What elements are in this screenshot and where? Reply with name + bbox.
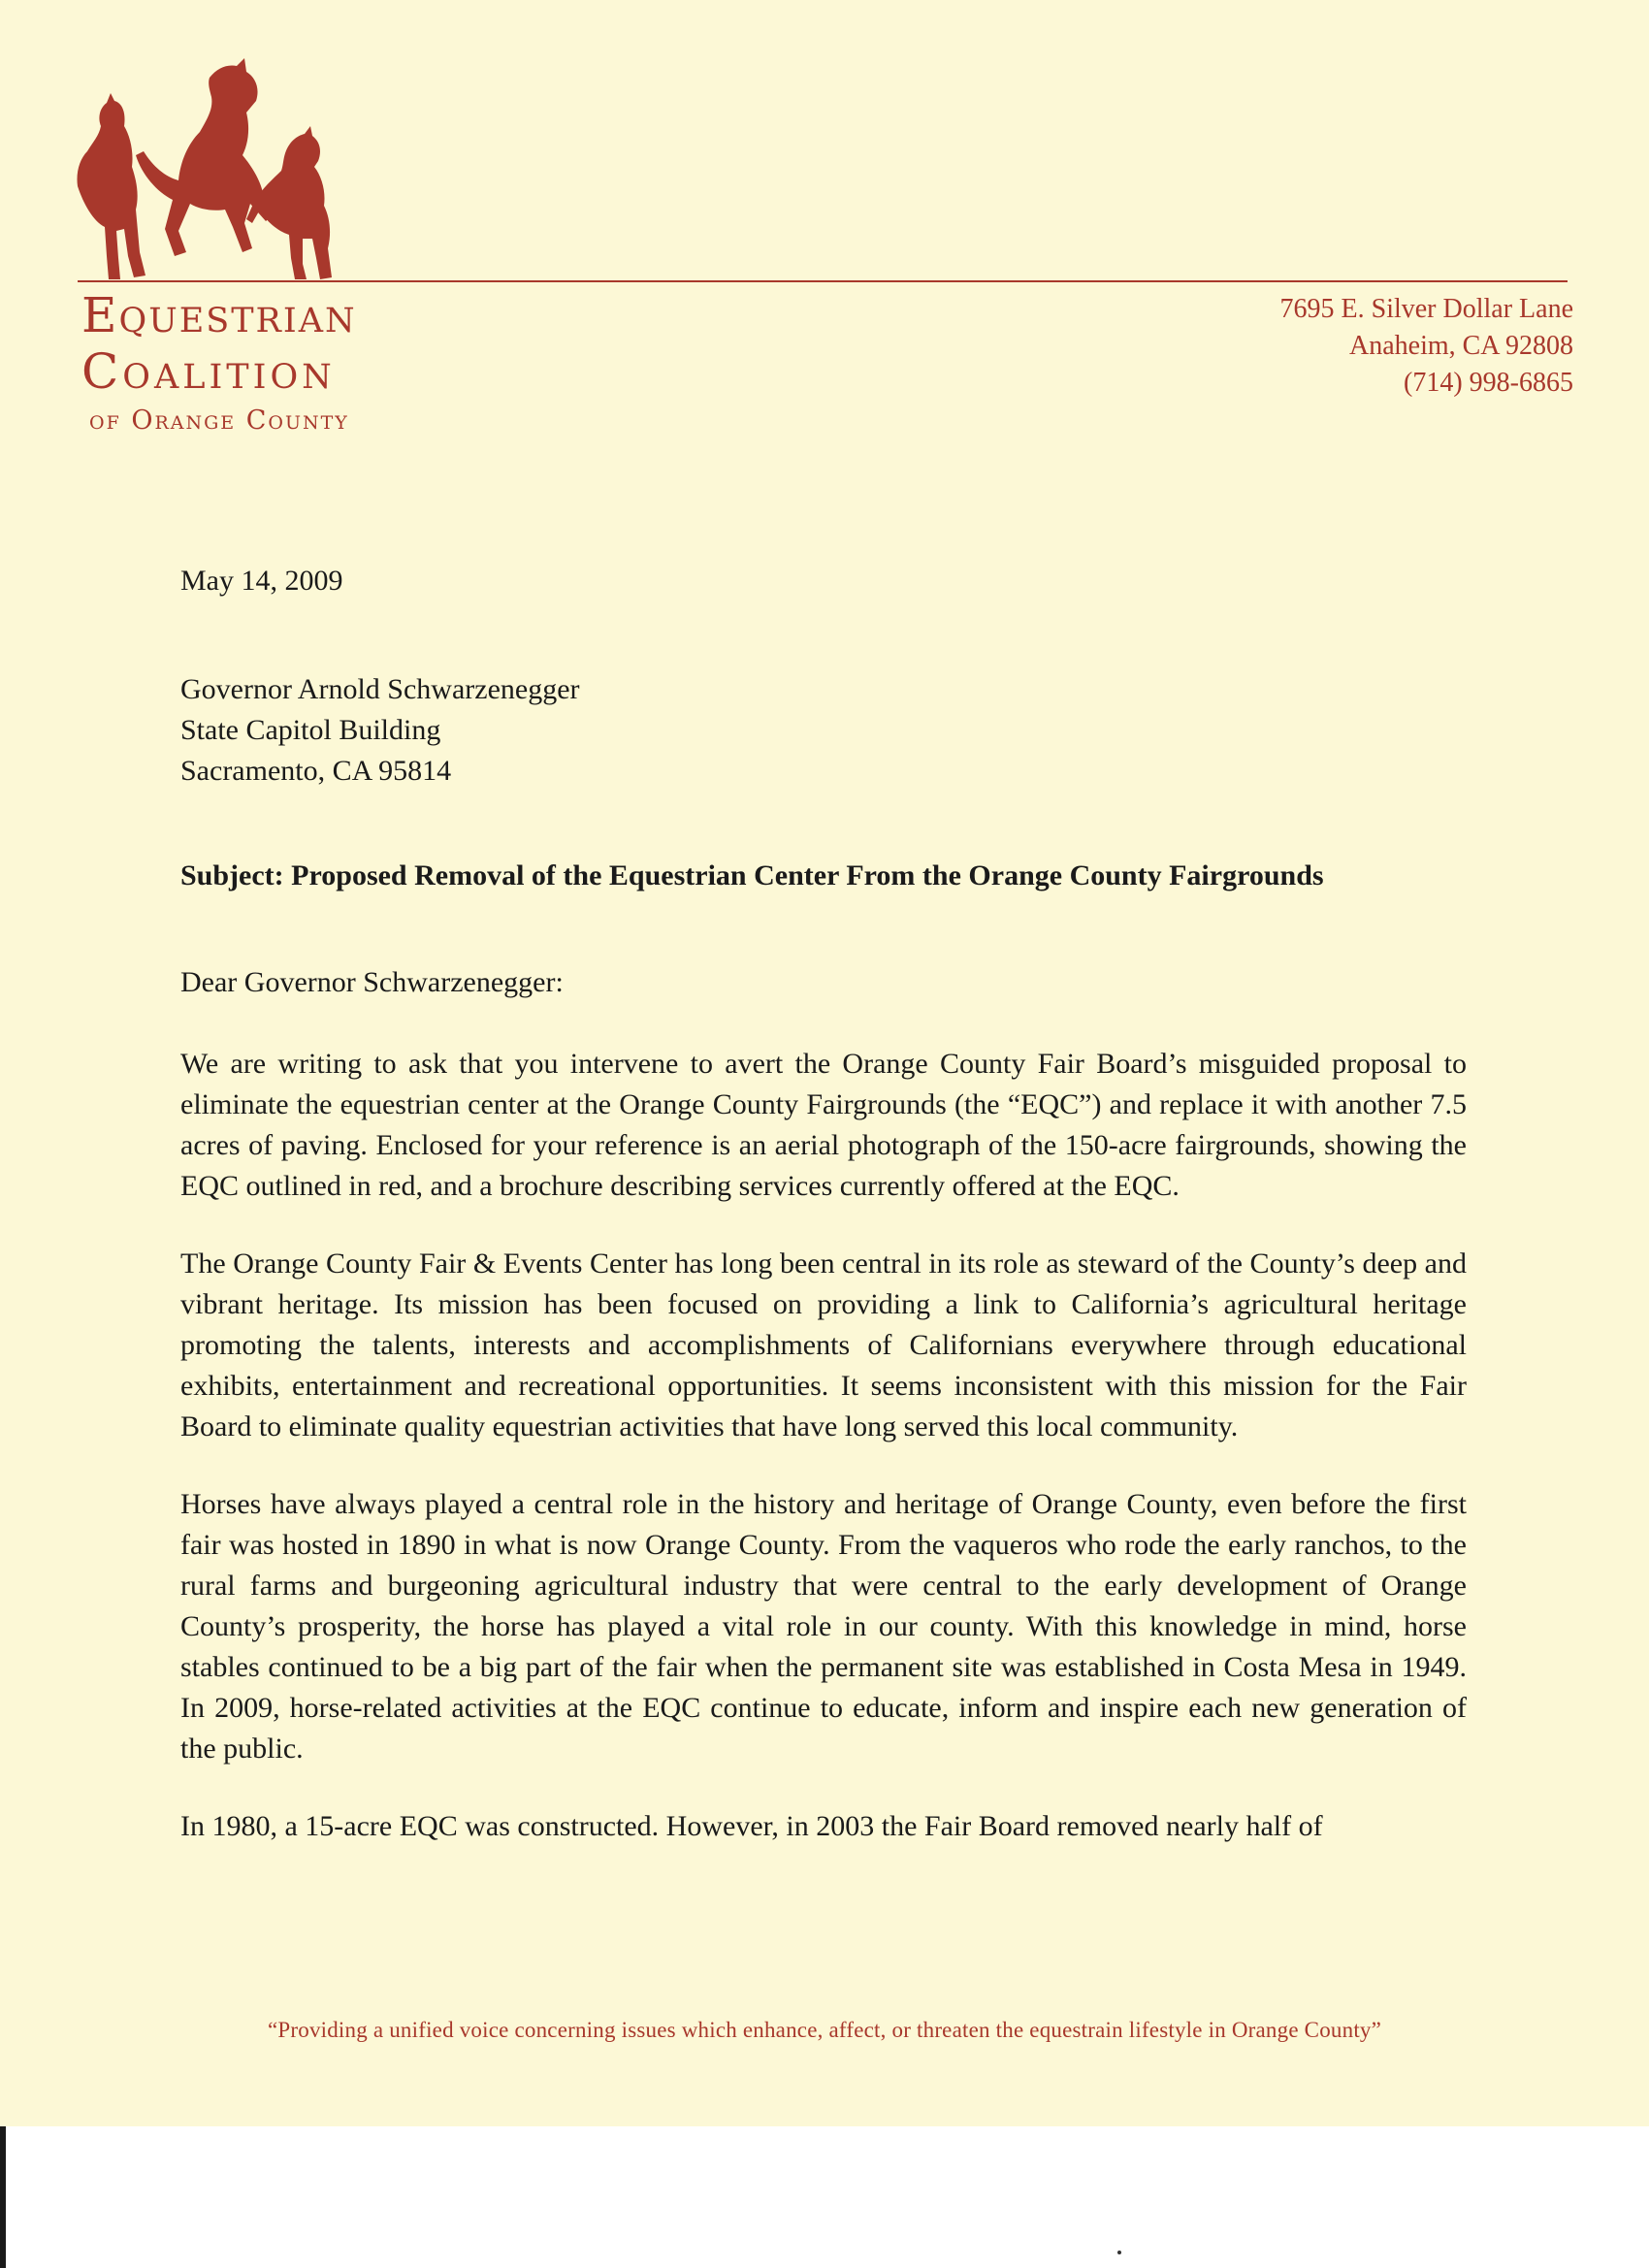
recipient-block xyxy=(180,669,1467,792)
scan-edge xyxy=(0,2126,6,2268)
letter-paragraph: In 1980, a 15-acre EQC was constructed. However, in 2003 the Fair Board removed nearly half of xyxy=(180,1810,1323,1842)
recipient-name: Governor Arnold Schwarzenegger xyxy=(180,673,580,705)
horse-right-icon xyxy=(246,126,332,279)
recipient-city: Sacramento, CA 95814 xyxy=(180,755,452,787)
horses-logo-icon xyxy=(72,58,363,291)
address-phone: (714) 998-6865 xyxy=(1404,368,1573,398)
letter-salutation: Dear Governor Schwarzenegger: xyxy=(180,966,564,998)
letter-paragraph: Horses have always played a central role in the history and heritage of Orange County, even before the first fair was hosted in 1890 in what is now Orange County. From the vaqueros who rode the early ranchos, to the rural farms and burgeoning agricultural industry that were central to the early development of Orange County’s prosperity, the horse has played a vital role in our county. With this knowledge in mind, horse stables continued to be a big part of the fair when the permanent site was established in Costa Mesa in 1949. In 2009, horse-related activities at the EQC continue to educate, inform and inspire each new generation of the public. xyxy=(180,1488,1467,1765)
org-name xyxy=(81,287,357,436)
org-name-line1: Equestrian xyxy=(81,287,357,343)
letter-paragraph: The Orange County Fair & Events Center has long been central in its role as steward of the County’s deep and vibrant heritage. Its mission has been focused on providing a link to California’s agricultural heritage promoting the talents, interests and accomplishments of Californians everywhere through educational exhibits, entertainment and recreational opportunities. It seems inconsistent with this mission for the Fair Board to eliminate quality equestrian activities that have long served this local community. xyxy=(180,1247,1467,1442)
letter-body xyxy=(180,561,1467,1884)
letter-date: May 14, 2009 xyxy=(180,565,343,597)
scan-speck xyxy=(1117,2251,1121,2254)
letter-subject: Subject: Proposed Removal of the Equestrian Center From the Orange County Fairgrounds xyxy=(180,859,1324,891)
letterhead-rule xyxy=(78,280,1568,282)
footer-motto: “Providing a unified voice concerning issues which enhance, affect, or threaten the equestrain lifestyle in Orange County” xyxy=(267,2018,1382,2042)
letter-paragraph: We are writing to ask that you intervene to avert the Orange County Fair Board’s misguided proposal to eliminate the equestrian center at the Orange County Fairgrounds (the “EQC”) and replace it with another 7.5 acres of paving. Enclosed for your reference is an aerial photograph of the 150-acre fairgrounds, showing the EQC outlined in red, and a brochure describing services currently offered at the EQC. xyxy=(180,1048,1467,1202)
horse-left-icon xyxy=(77,93,146,279)
org-address xyxy=(1280,291,1573,402)
address-city: Anaheim, CA 92808 xyxy=(1349,331,1573,361)
address-street: 7695 E. Silver Dollar Lane xyxy=(1279,294,1573,324)
org-name-line2: Coalition xyxy=(81,343,336,400)
org-name-line3: of Orange County xyxy=(89,405,349,436)
horse-middle-icon xyxy=(136,58,275,256)
recipient-building: State Capitol Building xyxy=(180,714,441,746)
